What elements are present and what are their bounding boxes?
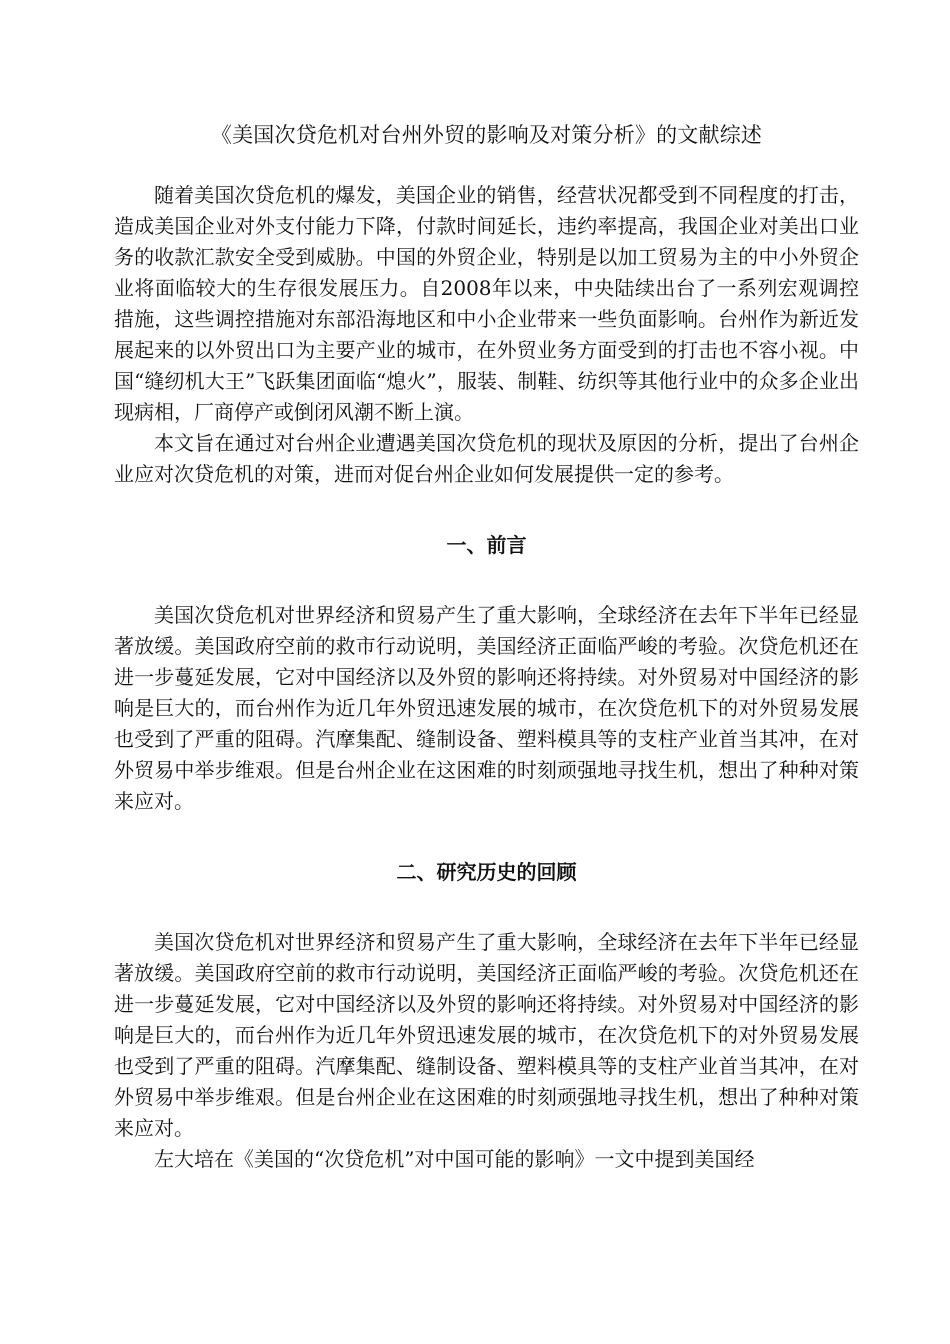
section-paragraph: 美国次贷危机对世界经济和贸易产生了重大影响，全球经济在去年下半年已经显著放缓。美国政府空前的救市行动说明，美国经济正面临严峻的考验。次贷危机还在进一步蔓延发展，它对中国经济以及外贸的影响还将持续。对外贸易对中国经济的影响是巨大的，而台州作为近几年外贸迅速发展的城市，在次贷危机下的对外贸易发展也受到了严重的阻碍。汽摩集配、缝制设备、塑料模具等的支柱产业首当其冲，在对外贸易中举步维艰。但是台州企业在这困难的时刻顽强地寻找生机，想出了种种对策来应对。 (114, 930, 859, 1140)
section-paragraph: 美国次贷危机对世界经济和贸易产生了重大影响，全球经济在去年下半年已经显著放缓。美国政府空前的救市行动说明，美国经济正面临严峻的考验。次贷危机还在进一步蔓延发展，它对中国经济以及外贸的影响还将持续。对外贸易对中国经济的影响是巨大的，而台州作为近几年外贸迅速发展的城市，在次贷危机下的对外贸易发展也受到了严重的阻碍。汽摩集配、缝制设备、塑料模具等的支柱产业首当其冲，在对外贸易中举步维艰。但是台州企业在这困难的时刻顽强地寻找生机，想出了种种对策来应对。 (114, 603, 859, 813)
section-heading-research-history: 二、研究历史的回顾 (396, 860, 577, 884)
section-paragraph: 左大培在《美国的“次贷危机”对中国可能的影响》一文中提到美国经 (154, 1147, 755, 1171)
document-page (114, 120, 859, 1175)
intro-paragraph: 本文旨在通过对台州企业遭遇美国次贷危机的现状及原因的分析，提出了台州企业应对次贷危机的对策，进而对促台州企业如何发展提供一定的参考。 (114, 431, 859, 486)
section-heading-preface: 一、前言 (446, 533, 527, 557)
document-title: 《美国次贷危机对台州外贸的影响及对策分析》的文献综述 (210, 123, 763, 147)
intro-paragraph: 随着美国次贷危机的爆发，美国企业的销售，经营状况都受到不同程度的打击，造成美国企业对外支付能力下降，付款时间延长，违约率提高，我国企业对美出口业务的收款汇款安全受到威胁。中国的外贸企业，特别是以加工贸易为主的中小外贸企业将面临较大的生存很发展压力。自2008年以来，中央陆续出台了一系列宏观调控措施，这些调控措施对东部沿海地区和中小企业带来一些负面影响。台州作为新近发展起来的以外贸出口为主要产业的城市，在外贸业务方面受到的打击也不容小视。中国“缝纫机大王”飞跃集团面临“熄火”，服装、制鞋、纺织等其他行业中的众多企业出现病相，厂商停产或倒闭风潮不断上演。 (114, 183, 859, 424)
